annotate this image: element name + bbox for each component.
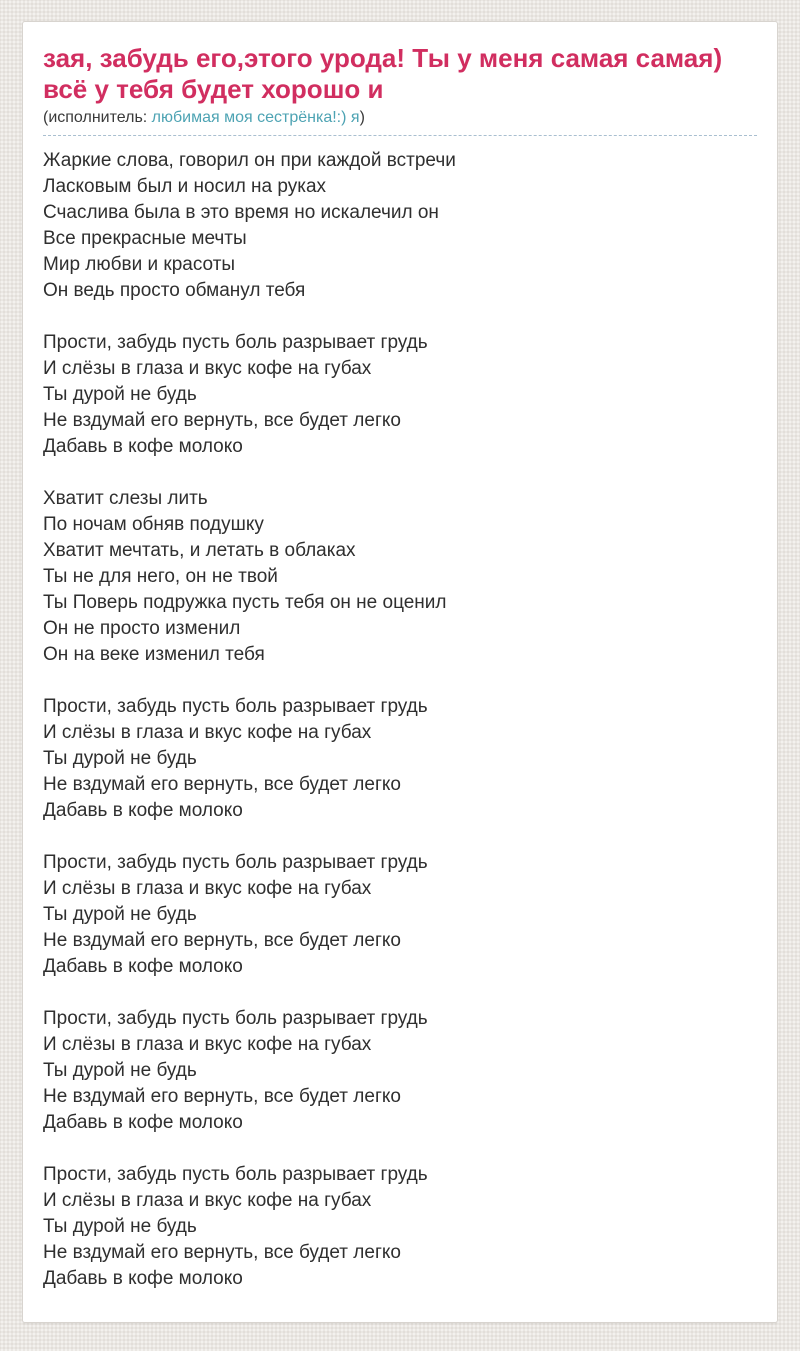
lyric-line: Хватит слезы лить bbox=[43, 488, 208, 509]
lyric-line: Прости, забудь пусть боль разрывает грудь bbox=[43, 1164, 428, 1185]
artist-link[interactable]: любимая моя сестрёнка!:) я bbox=[151, 109, 360, 126]
lyric-line: И слёзы в глаза и вкус кофе на губах bbox=[43, 722, 372, 743]
lyric-line: Не вздумай его вернуть, все будет легко bbox=[43, 774, 401, 795]
lyric-line: Ты дурой не будь bbox=[43, 1216, 197, 1237]
artist-line bbox=[43, 107, 757, 136]
lyrics bbox=[43, 136, 757, 1292]
stanza-chorus-2 bbox=[43, 694, 757, 824]
lyric-line: Он не просто изменил bbox=[43, 618, 241, 639]
stanza-verse-1 bbox=[43, 148, 757, 304]
lyric-line: Не вздумай его вернуть, все будет легко bbox=[43, 930, 401, 951]
lyric-line: Не вздумай его вернуть, все будет легко bbox=[43, 1086, 401, 1107]
lyric-line: Ты дурой не будь bbox=[43, 904, 197, 925]
lyric-line: Он на веке изменил тебя bbox=[43, 644, 265, 665]
lyric-line: Дабавь в кофе молоко bbox=[43, 436, 243, 457]
lyric-line: Не вздумай его вернуть, все будет легко bbox=[43, 410, 401, 431]
lyric-line: Ты дурой не будь bbox=[43, 384, 197, 405]
lyric-line: Жаркие слова, говорил он при каждой встречи bbox=[43, 150, 456, 171]
lyric-line: Ты не для него, он не твой bbox=[43, 566, 278, 587]
lyric-line: Дабавь в кофе молоко bbox=[43, 1268, 243, 1289]
stanza-chorus-5 bbox=[43, 1162, 757, 1292]
lyric-line: Счаслива была в это время но искалечил он bbox=[43, 202, 439, 223]
lyric-line: Ты дурой не будь bbox=[43, 748, 197, 769]
lyric-line: Дабавь в кофе молоко bbox=[43, 800, 243, 821]
lyric-line: Дабавь в кофе молоко bbox=[43, 956, 243, 977]
stanza-chorus-4 bbox=[43, 1006, 757, 1136]
artist-close-paren: ) bbox=[359, 109, 365, 126]
stanza-chorus-3 bbox=[43, 850, 757, 980]
lyric-line: Дабавь в кофе молоко bbox=[43, 1112, 243, 1133]
lyric-line: Он ведь просто обманул тебя bbox=[43, 280, 306, 301]
lyric-line: Не вздумай его вернуть, все будет легко bbox=[43, 1242, 401, 1263]
lyric-line: Ты Поверь подружка пусть тебя он не оценил bbox=[43, 592, 447, 613]
lyric-line: Хватит мечтать, и летать в облаках bbox=[43, 540, 356, 561]
stanza-verse-2 bbox=[43, 486, 757, 668]
page-background bbox=[0, 21, 800, 1351]
lyric-line: И слёзы в глаза и вкус кофе на губах bbox=[43, 878, 372, 899]
artist-label: (исполнитель: bbox=[43, 109, 152, 126]
lyric-line: Прости, забудь пусть боль разрывает грудь bbox=[43, 852, 428, 873]
lyric-line: И слёзы в глаза и вкус кофе на губах bbox=[43, 1190, 372, 1211]
lyric-line: Все прекрасные мечты bbox=[43, 228, 247, 249]
lyric-line: Ты дурой не будь bbox=[43, 1060, 197, 1081]
lyrics-card bbox=[22, 21, 778, 1323]
lyric-line: Прости, забудь пусть боль разрывает грудь bbox=[43, 696, 428, 717]
lyric-line: По ночам обняв подушку bbox=[43, 514, 264, 535]
lyric-line: И слёзы в глаза и вкус кофе на губах bbox=[43, 1034, 372, 1055]
stanza-chorus-1 bbox=[43, 330, 757, 460]
lyric-line: И слёзы в глаза и вкус кофе на губах bbox=[43, 358, 372, 379]
page-title: зая, забудь его,этого урода! Ты у меня самая самая) всё у тебя будет хорошо и bbox=[43, 43, 723, 104]
lyric-line: Прости, забудь пусть боль разрывает грудь bbox=[43, 1008, 428, 1029]
lyric-line: Ласковым был и носил на руках bbox=[43, 176, 327, 197]
lyric-line: Мир любви и красоты bbox=[43, 254, 236, 275]
lyric-line: Прости, забудь пусть боль разрывает грудь bbox=[43, 332, 428, 353]
